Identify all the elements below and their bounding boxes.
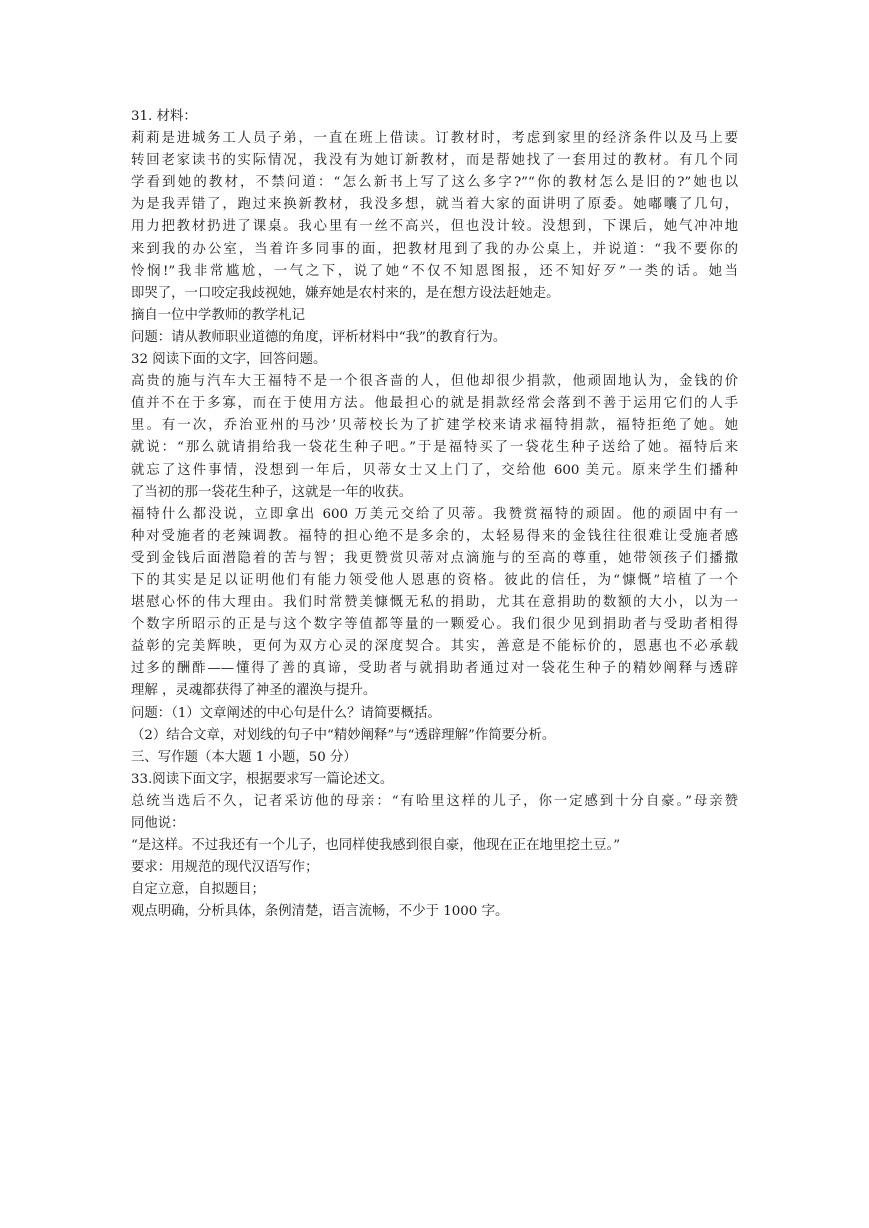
text-line: 总统当选后不久，记者采访他的母亲：“有哈里这样的儿子，你一定感到十分自豪。”母亲赞 [131,793,738,809]
text-line: 转回老家读书的实际情况，我没有为她订新教材，而是帮她找了一套用过的教材。有几个同 [131,153,738,169]
text-line: 即哭了，一口咬定我歧视她，嫌弃她是农村来的，是在想方设法赶她走。 [131,285,560,301]
text-line: 怜悯!”我非常尴尬，一气之下，说了她“不仅不知恩图报，还不知好歹”一类的话。她当 [131,263,738,279]
text-line: 31. 材料： [131,109,197,124]
document-page [131,106,738,923]
text-line: 自定立意，自拟题目； [131,882,265,898]
text-line: 里。有一次，乔治亚州的马沙’贝蒂校长为了扩建学校来请求福特捐款，福特拒绝了她。她 [131,418,738,434]
text-line: 问题：（1）文章阐述的中心句是什么？请简要概括。 [131,705,441,721]
text-line: 堪慰心怀的伟大理由。我们时常赞美慷慨无私的捐助，尤其在意捐助的数额的大小，以为一 [131,595,738,611]
text-line: 同他说： [131,816,185,831]
text-line: 33.阅读下面文字，根据要求写一篇论述文。 [131,771,394,787]
text-line: 学看到她的教材，不禁问道：“怎么新书上写了这么多字?”“你的教材怎么是旧的?”她也以 [131,175,738,191]
text-line: 问题：请从教师职业道德的角度，评析材料中“我”的教育行为。 [131,329,507,345]
text-line: 过多的酬酢——懂得了善的真谛，受助者与就捐助者通过对一袋花生种子的精妙阐释与透辟 [131,661,738,677]
text-line: 益彰的完美辉映，更何为双方心灵的深度契合。其实，善意是不能标价的，恩惠也不必承载 [131,639,738,655]
text-line: 三、写作题（本大题 1 小题，50 分） [131,749,357,765]
text-line: 种对受施者的老辣调教。福特的担心绝不是多余的，太轻易得来的金钱往往很难让受施者感 [131,528,738,544]
text-line: 受到金钱后面潜隐着的苦与智；我更赞赏贝蒂对点滴施与的至高的尊重，她带领孩子们播撒 [131,550,738,566]
text-line: 摘自一位中学教师的教学札记 [131,307,306,323]
text-line: 了当初的那一袋花生种子，这就是一年的收获。 [131,484,413,500]
text-line: 高贵的施与汽车大王福特不是一个很吝啬的人，但他却很少捐款，他顽固地认为，金钱的价 [131,374,738,390]
text-line: 来到我的办公室，当着许多同事的面，把教材甩到了我的办公桌上，并说道：“我不要你的 [131,241,738,257]
text-line: 就忘了这件事情，没想到一年后，贝蒂女士又上门了，交给他 600 美元。原来学生们播种 [131,462,738,478]
text-line: 观点明确，分析具体，条例清楚，语言流畅，不少于 1000 字。 [131,904,509,920]
text-line: 要求：用规范的现代汉语写作； [131,860,319,876]
text-line: “是这样。不过我还有一个儿子，也同样使我感到很自豪，他现在正在地里挖土豆。” [131,838,621,854]
text-line: 福特什么都没说，立即拿出 600 万美元交给了贝蒂。我赞赏福特的顽固。他的顽固中有一 [131,506,738,522]
text-line: 就说：“那么就请捐给我一袋花生种子吧。”于是福特买了一袋花生种子送给了她。福特后来 [131,440,738,456]
text-line: 莉莉是进城务工人员子弟，一直在班上借读。订教材时，考虑到家里的经济条件以及马上要 [131,131,738,147]
text-line: 为是我弄错了，跑过来换新教材，我没多想，就当着大家的面讲明了原委。她嘟囔了几句， [131,197,738,213]
text-line: 下的其实是足以证明他们有能力领受他人恩惠的资格。彼此的信任，为“慷慨”培植了一个 [131,572,738,588]
text-line: 个数字所昭示的正是与这个数字等值都等量的一颗爱心。我们很少见到捐助者与受助者相得 [131,617,738,633]
text-line: 理解 ，灵魂都获得了神圣的濯涣与提升。 [131,683,377,699]
text-line: 32 阅读下面的文字，回答问题。 [131,352,327,368]
text-line: 用力把教材扔进了课桌。我心里有一丝不高兴，但也没计较。没想到，下课后，她气冲冲地 [131,219,738,235]
text-line: （2）结合文章，对划线的句子中“精妙阐释”与“透辟理解”作简要分析。 [131,727,556,743]
text-line: 值并不在于多寡，而在于使用方法。他最担心的就是捐款经常会落到不善于运用它们的人手 [131,396,738,412]
